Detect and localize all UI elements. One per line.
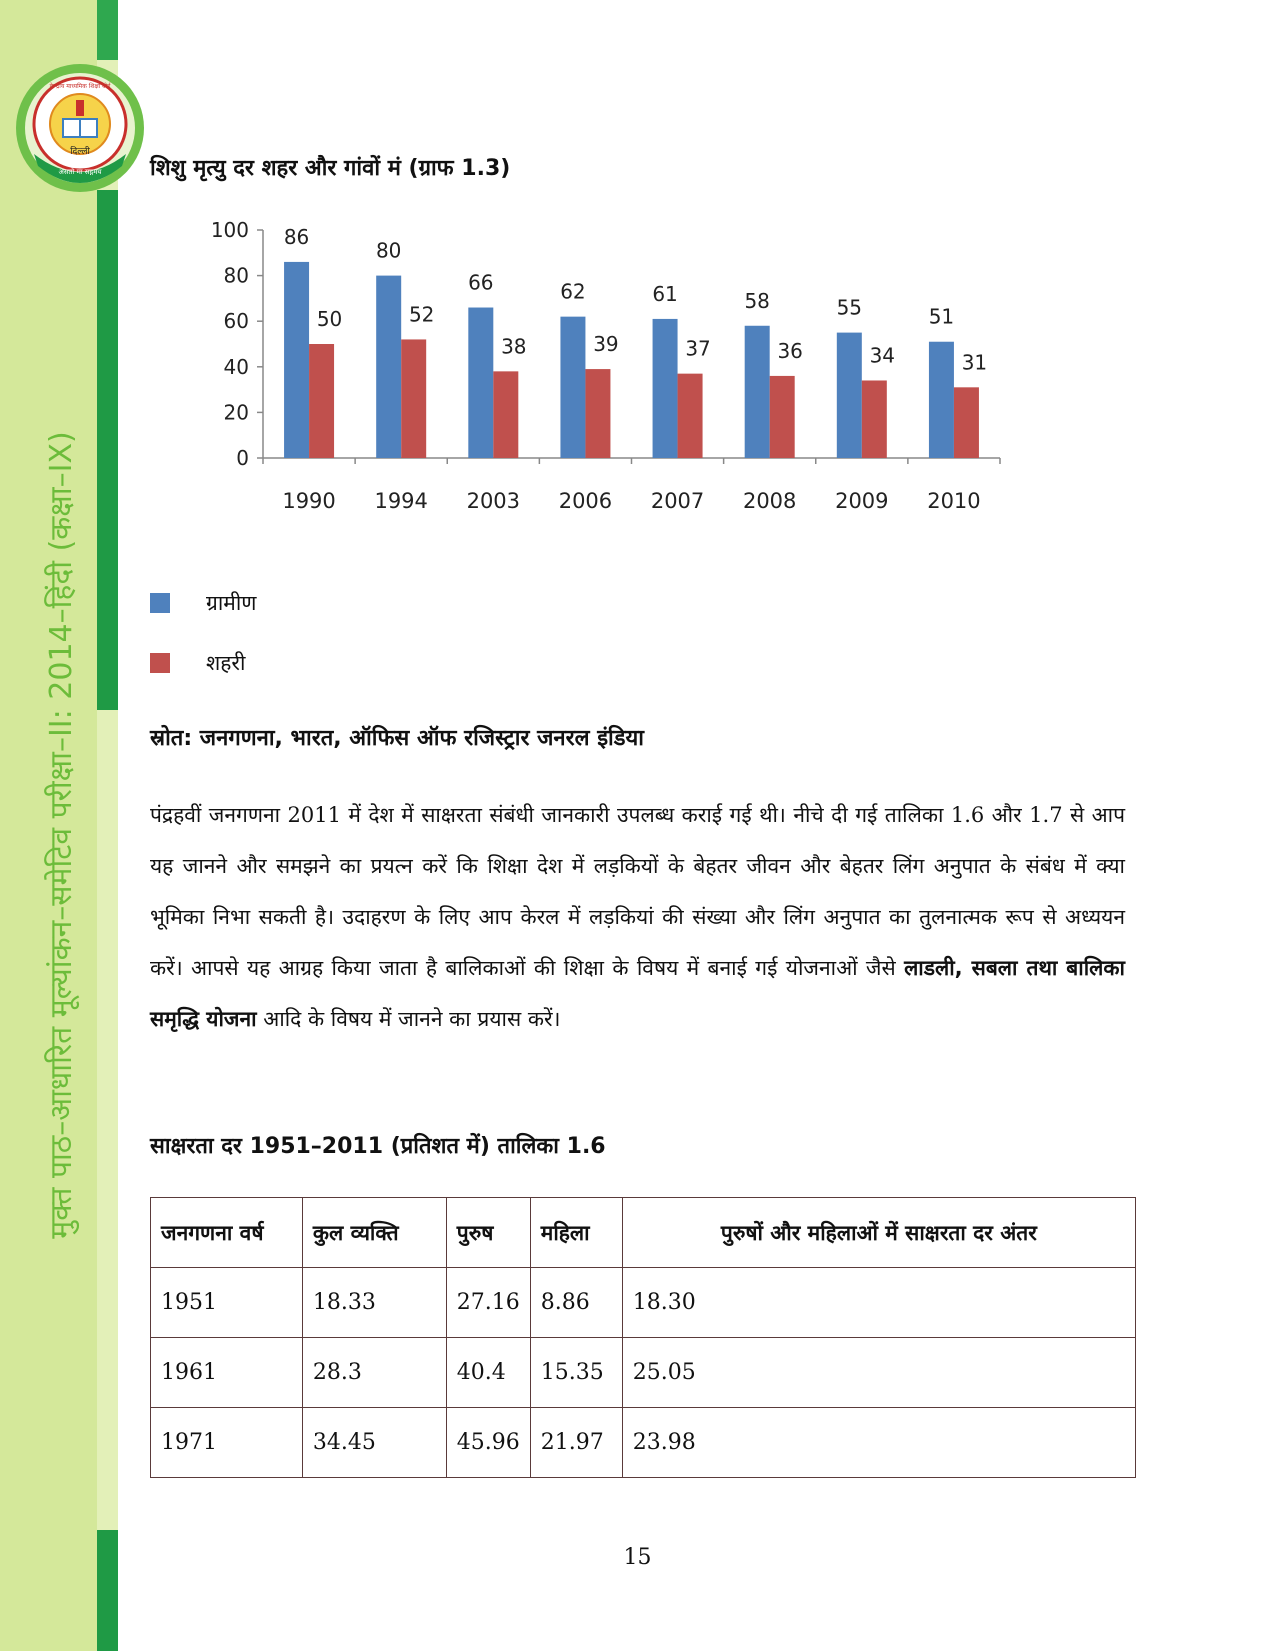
legend-swatch-rural <box>150 593 170 613</box>
x-tick-label: 1990 <box>282 489 336 513</box>
table-cell: 40.4 <box>446 1338 530 1408</box>
x-tick-label: 2007 <box>650 489 705 513</box>
bar-urban <box>770 376 795 458</box>
sidebar-stripe-accent <box>97 190 118 710</box>
table-header-cell: पुरुषों और महिलाओं में साक्षरता दर अंतर <box>622 1198 1135 1268</box>
infant-mortality-chart <box>205 218 1075 548</box>
table-cell: 34.45 <box>302 1408 446 1478</box>
sidebar-stripe-accent <box>97 0 118 60</box>
data-label-urban: 31 <box>961 350 988 375</box>
bar-urban <box>401 339 426 458</box>
data-label-rural: 51 <box>928 304 955 329</box>
table-header-cell: कुल व्यक्ति <box>302 1198 446 1268</box>
cbse-logo-icon <box>14 62 154 202</box>
data-label-rural: 86 <box>283 224 310 249</box>
bar-rural <box>653 319 678 458</box>
legend-label-urban: शहरी <box>206 651 246 675</box>
x-tick-label: 2006 <box>558 489 613 513</box>
data-label-rural: 62 <box>560 279 586 304</box>
body-paragraph <box>150 790 1125 1045</box>
data-label-rural: 55 <box>836 295 863 320</box>
data-label-urban: 39 <box>593 332 619 357</box>
data-label-rural: 58 <box>744 288 770 313</box>
bar-urban <box>585 369 610 458</box>
literacy-table <box>150 1197 1136 1478</box>
table-cell: 15.35 <box>530 1338 622 1408</box>
source-line: स्रोत: जनगणना, भारत, ऑफिस ऑफ रजिस्ट्रार जनरल इंडिया <box>150 726 644 751</box>
table-header-cell: जनगणना वर्ष <box>151 1198 303 1268</box>
table-row <box>151 1338 1136 1408</box>
table-cell: 1951 <box>151 1268 303 1338</box>
table-cell: 25.05 <box>622 1338 1135 1408</box>
bar-rural <box>560 317 585 458</box>
sidebar-vertical-title: मुक्त पाठ–आधारित मूल्यांकन–समेटिव परीक्षा–II: 2014–हिंदी (कक्षा–IX) <box>44 431 79 1239</box>
bar-rural <box>837 333 862 458</box>
table-cell: 23.98 <box>622 1408 1135 1478</box>
table-header-cell: पुरुष <box>446 1198 530 1268</box>
table-row <box>151 1268 1136 1338</box>
logo-text-top: केन्द्रीय माध्यमिक शिक्षा बोर्ड <box>49 83 111 90</box>
bar-rural <box>376 276 401 458</box>
bar-rural <box>468 308 493 458</box>
legend-label-rural: ग्रामीण <box>206 591 257 615</box>
x-tick-label: 2010 <box>927 489 981 513</box>
x-tick-label: 2009 <box>835 489 889 513</box>
bar-rural <box>929 342 954 458</box>
x-tick-label: 1994 <box>374 489 428 513</box>
bar-urban <box>493 371 518 458</box>
data-label-rural: 66 <box>468 270 494 295</box>
bar-urban <box>678 374 703 458</box>
x-tick-label: 2003 <box>466 489 521 513</box>
table-cell: 28.3 <box>302 1338 446 1408</box>
logo-text-city: दिल्ली <box>70 147 90 157</box>
table-cell: 1971 <box>151 1408 303 1478</box>
legend-item-urban <box>150 650 245 676</box>
paragraph-tail: आदि के विषय में जानने का प्रयास करें। <box>263 1007 561 1031</box>
paragraph-text: पंद्रहवीं जनगणना 2011 में देश में साक्षरता संबंधी जानकारी उपलब्ध कराई गई थी। नीचे दी गई तालिका 1.6 और 1.7 से आप यह जानने और समझने का प्रयत्न करें कि शिक्षा देश में लड़कियों के बेहतर जीवन और बेहतर लिंग अनुपात के संबंध में क्या भूमिका निभा सकती है। उदाहरण के लिए आप केरल में लड़कियां की संख्या और लिंग अनुपात का तुलनात्मक रूप से अध्ययन करें। आपसे यह आग्रह किया जाता है बालिकाओं की शिक्षा के विषय में बनाई गई योजनाओं जैसे <box>150 803 1125 980</box>
table-cell: 18.33 <box>302 1268 446 1338</box>
bar-urban <box>954 387 979 458</box>
data-label-rural: 80 <box>375 238 402 263</box>
data-label-urban: 50 <box>316 307 343 331</box>
table-header-row <box>151 1198 1136 1268</box>
table-header-cell: महिला <box>530 1198 622 1268</box>
data-label-urban: 34 <box>869 343 896 368</box>
table-cell: 21.97 <box>530 1408 622 1478</box>
y-tick-label: 60 <box>223 309 249 334</box>
legend-item-rural <box>150 590 256 616</box>
paragraph-bold-schemes: लाडली, सबला तथा बालिका समृद्धि योजना <box>150 956 1125 1031</box>
data-label-urban: 37 <box>685 336 711 361</box>
y-tick-label: 0 <box>236 446 249 470</box>
data-label-urban: 36 <box>777 338 803 363</box>
table-cell: 8.86 <box>530 1268 622 1338</box>
bar-rural <box>745 326 770 458</box>
bar-rural <box>284 262 309 458</box>
table-cell: 18.30 <box>622 1268 1135 1338</box>
y-tick-label: 100 <box>210 218 249 242</box>
y-tick-label: 40 <box>223 354 249 379</box>
y-tick-label: 80 <box>223 263 249 288</box>
table-row <box>151 1408 1136 1478</box>
logo-text-motto: असतो मा सद्गमय <box>58 168 102 176</box>
data-label-rural: 61 <box>652 281 678 306</box>
data-label-urban: 52 <box>408 302 435 327</box>
graph-title: शिशु मृत्यु दर शहर और गांवों मं (ग्राफ 1.3) <box>150 156 511 181</box>
data-label-urban: 38 <box>501 334 527 359</box>
table-title: साक्षरता दर 1951–2011 (प्रतिशत में) तालिका 1.6 <box>150 1134 606 1159</box>
x-tick-label: 2008 <box>742 489 797 513</box>
bar-urban <box>309 344 334 458</box>
page-number: 15 <box>623 1545 652 1570</box>
table-cell: 1961 <box>151 1338 303 1408</box>
legend-swatch-urban <box>150 653 170 673</box>
table-cell: 45.96 <box>446 1408 530 1478</box>
bar-urban <box>862 380 887 458</box>
y-tick-label: 20 <box>223 400 249 425</box>
table-cell: 27.16 <box>446 1268 530 1338</box>
